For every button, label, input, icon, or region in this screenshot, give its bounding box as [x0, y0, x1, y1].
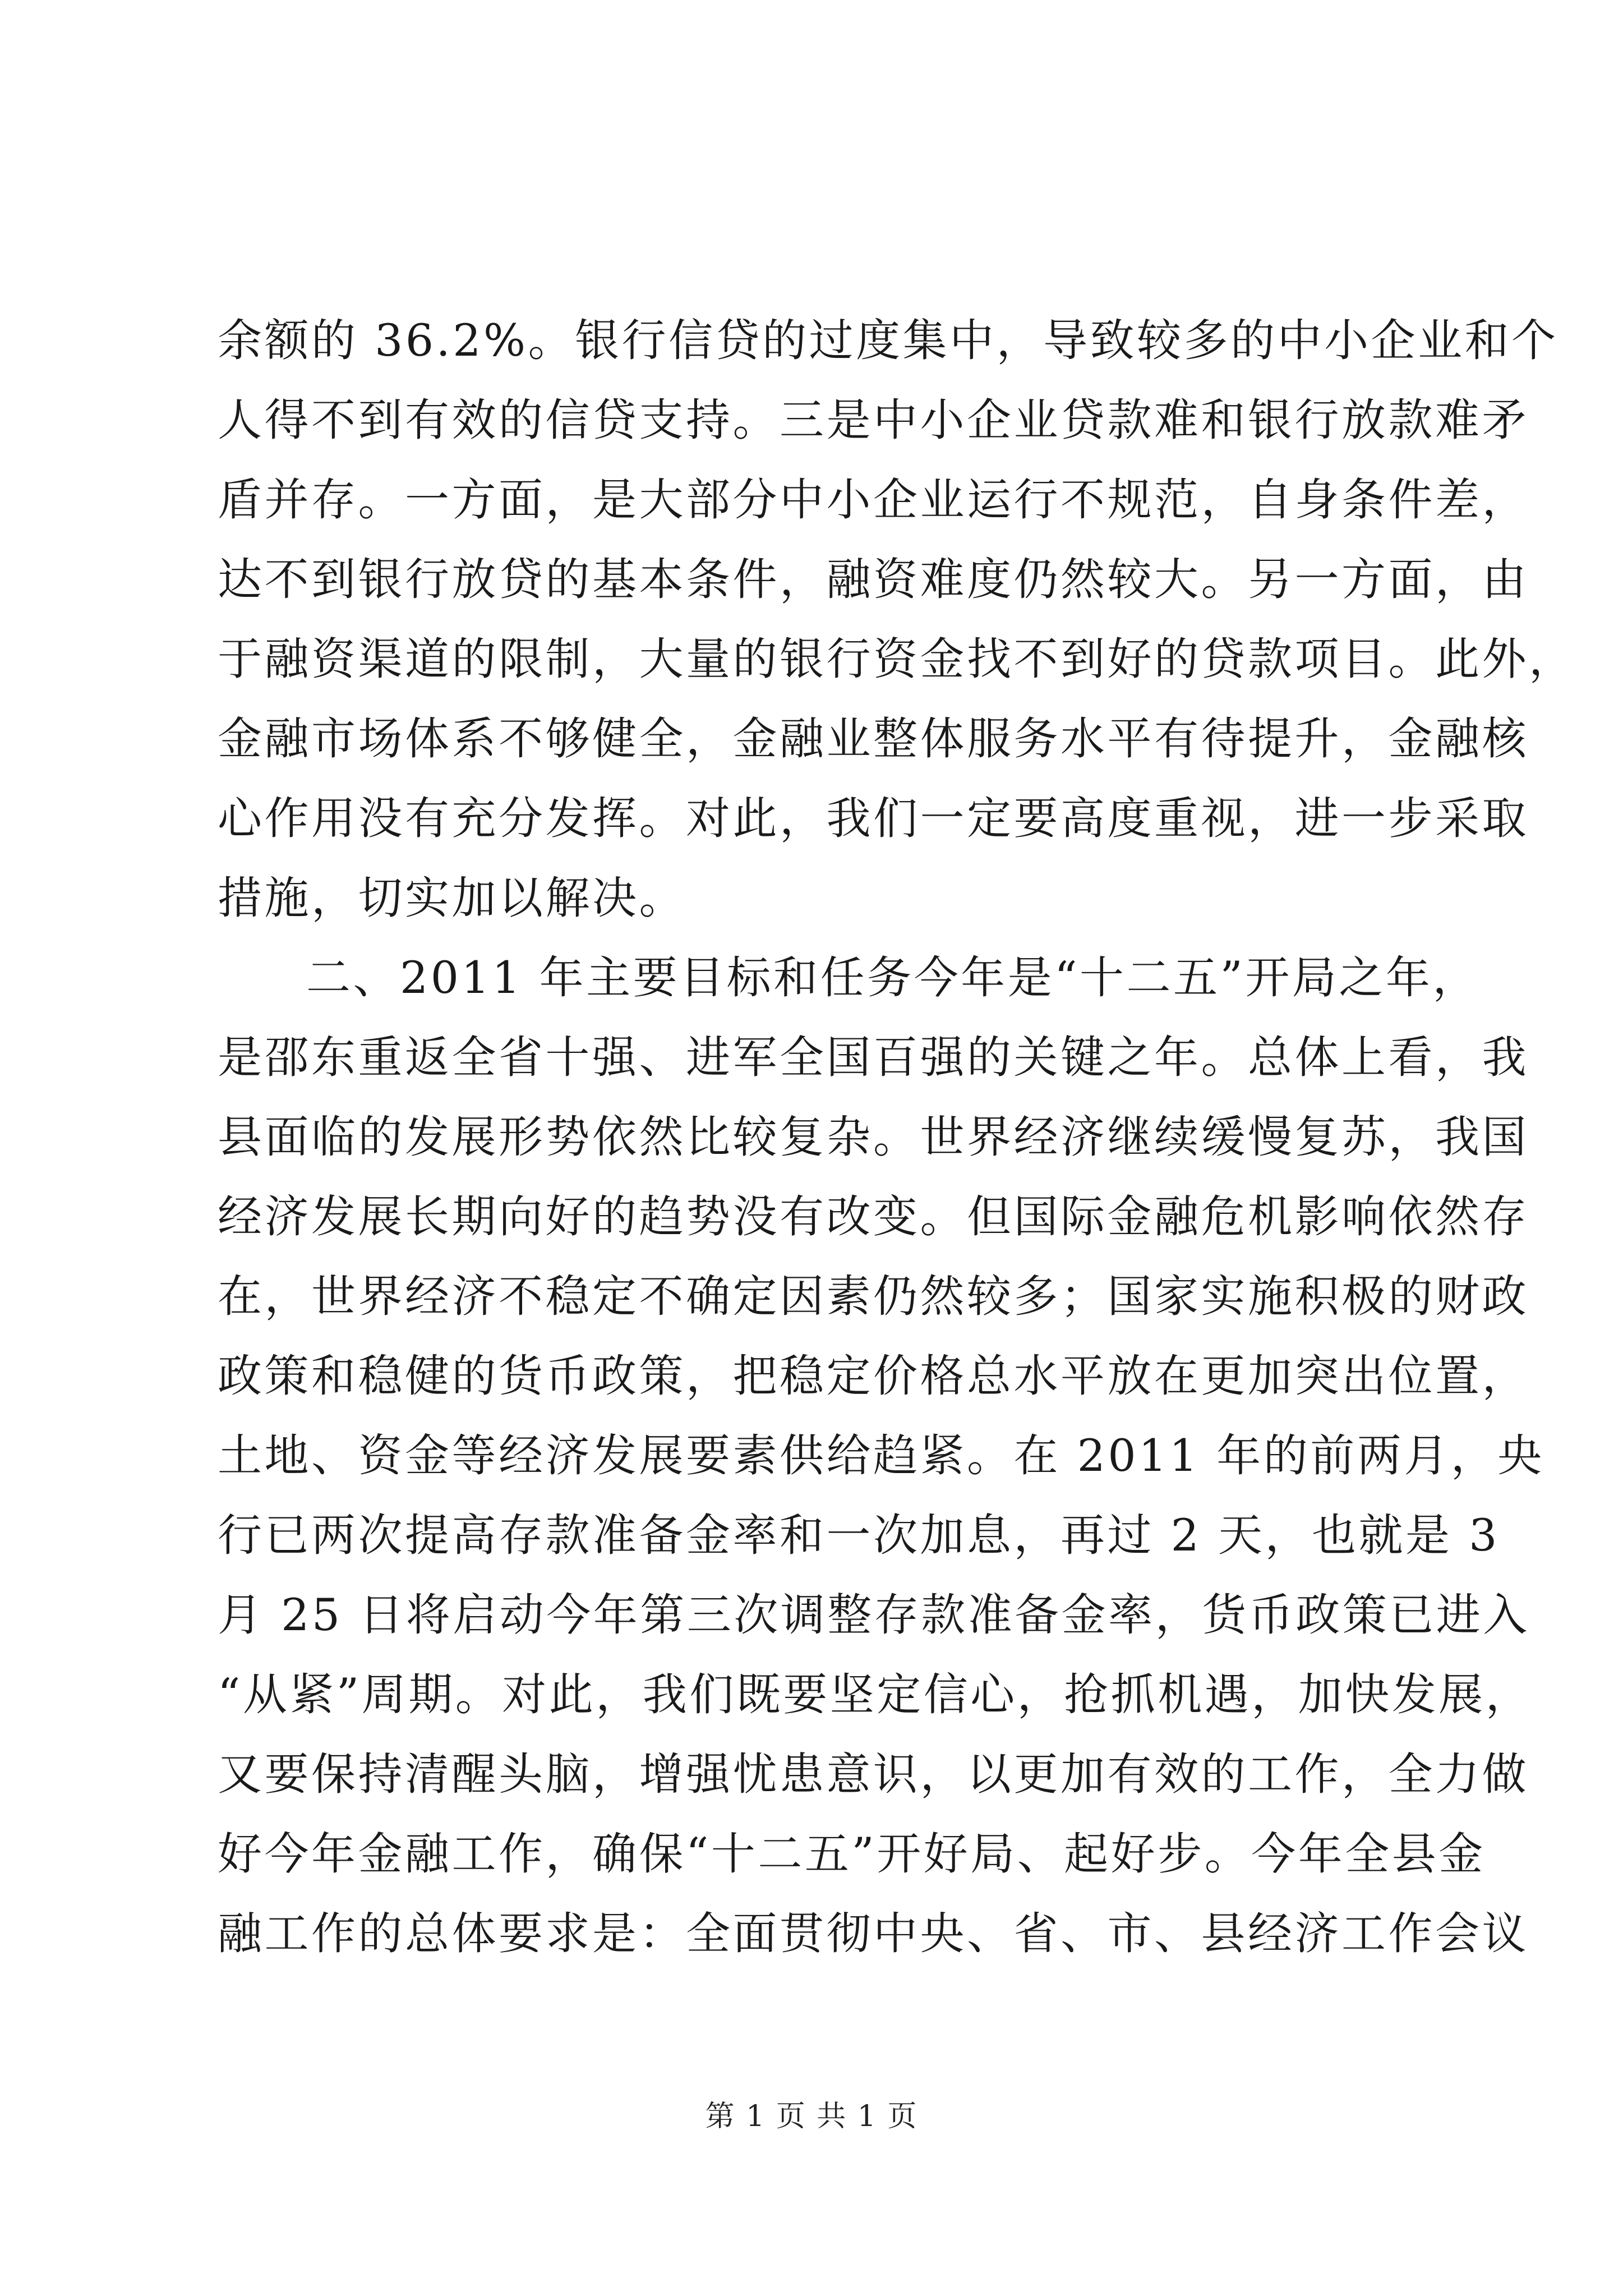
- text-line: 金融市场体系不够健全，金融业整体服务水平有待提升，金融核: [218, 713, 1529, 765]
- text-line: 经济发展长期向好的趋势没有改变。但国际金融危机影响依然存: [218, 1191, 1529, 1243]
- page-number-footer: 第 1 页 共 1 页: [705, 2100, 918, 2133]
- paragraph-start-line: 二、2011 年主要目标和任务今年是“十二五”开局之年，: [306, 952, 1479, 1004]
- text-line: 人得不到有效的信贷支持。三是中小企业贷款难和银行放款难矛: [218, 394, 1529, 446]
- text-line: 行已两次提高存款准备金率和一次加息，再过 2 天，也就是 3: [218, 1510, 1500, 1561]
- text-line: 土地、资金等经济发展要素供给趋紧。在 2011 年的前两月，央: [218, 1430, 1544, 1481]
- text-line: 措施，切实加以解决。: [218, 872, 686, 924]
- text-line: 县面临的发展形势依然比较复杂。世界经济继续缓慢复苏，我国: [218, 1111, 1529, 1163]
- text-line: 余额的 36.2%。银行信贷的过度集中，导致较多的中小企业和个: [218, 315, 1559, 366]
- text-line: 是邵东重返全省十强、进军全国百强的关键之年。总体上看，我: [218, 1032, 1529, 1083]
- body-text: [218, 301, 1576, 1973]
- text-line: 达不到银行放贷的基本条件，融资难度仍然较大。另一方面，由: [218, 554, 1529, 605]
- text-line: “从紧”周期。对此，我们既要坚定信心，抢抓机遇，加快发展，: [218, 1669, 1533, 1720]
- text-line: 政策和稳健的货币政策，把稳定价格总水平放在更加突出位置，: [218, 1350, 1529, 1402]
- text-line: 又要保持清醒头脑，增强忧患意识，以更加有效的工作，全力做: [218, 1749, 1529, 1800]
- text-line: 月 25 日将启动今年第三次调整存款准备金率，货币政策已进入: [218, 1589, 1530, 1641]
- text-line: 于融资渠道的限制，大量的银行资金找不到好的贷款项目。此外，: [218, 633, 1576, 685]
- text-line: 盾并存。一方面，是大部分中小企业运行不规范，自身条件差，: [218, 474, 1529, 526]
- text-line: 在，世界经济不稳定不确定因素仍然较多；国家实施积极的财政: [218, 1271, 1529, 1322]
- text-line: 融工作的总体要求是：全面贯彻中央、省、市、县经济工作会议: [218, 1908, 1529, 1959]
- text-line: 心作用没有充分发挥。对此，我们一定要高度重视，进一步采取: [218, 793, 1529, 844]
- text-line: 好今年金融工作，确保“十二五”开好局、起好步。今年全县金: [218, 1828, 1486, 1880]
